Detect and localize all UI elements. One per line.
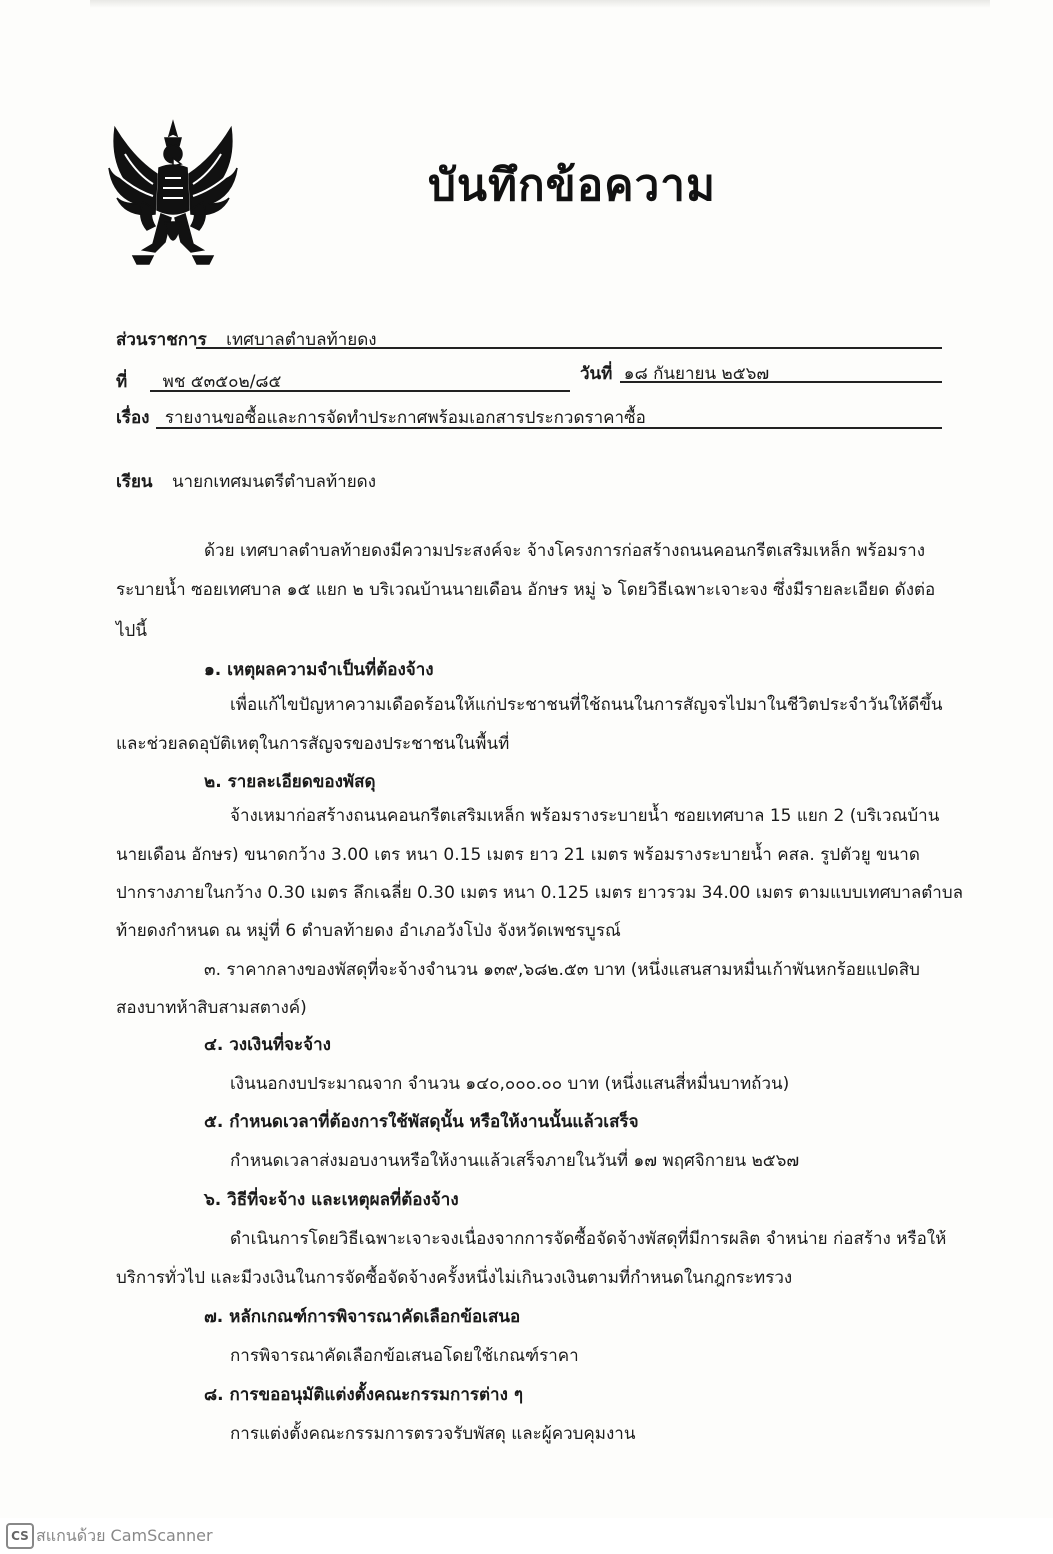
section-6-heading: ๖. วิธีที่จะจ้าง และเหตุผลที่ต้องจ้าง bbox=[204, 1190, 459, 1210]
section-3-line-2: สองบาทห้าสิบสามสตางค์) bbox=[116, 998, 307, 1018]
section-2-line-2: นายเดือน อักษร) ขนาดกว้าง 3.00 เตร หนา 0.15 เมตร ยาว 21 เมตร พร้อมรางระบายน้ำ คสล. รูปตัวยู ขนาด bbox=[116, 845, 920, 865]
section-7-heading: ๗. หลักเกณฑ์การพิจารณาคัดเลือกข้อเสนอ bbox=[204, 1307, 521, 1327]
camscanner-text: สแกนด้วย CamScanner bbox=[36, 1526, 213, 1545]
agency-underline bbox=[196, 347, 942, 349]
section-4-line-1: เงินนอกงบประมาณจาก จำนวน ๑๔๐,๐๐๐.๐๐ บาท (หนึ่งแสนสี่หมื่นบาทถ้วน) bbox=[230, 1074, 790, 1094]
date-underline bbox=[620, 381, 942, 383]
section-1-heading: ๑. เหตุผลความจำเป็นที่ต้องจ้าง bbox=[204, 660, 434, 680]
to-value: นายกเทศมนตรีตำบลท้ายดง bbox=[171, 472, 377, 492]
camscanner-logo-icon: CS bbox=[6, 1523, 34, 1549]
document-title: บันทึกข้อความ bbox=[428, 160, 717, 211]
intro-line-2: ระบายน้ำ ซอยเทศบาล ๑๕ แยก ๒ บริเวณบ้านนายเดือน อักษร หมู่ ๖ โดยวิธีเฉพาะเจาะจง ซึ่งมีรายละเอียด ดังต่อ bbox=[116, 580, 936, 600]
ref-value: พช ๕๓๕๐๒/๘๕ bbox=[162, 372, 282, 392]
section-7-line-1: การพิจารณาคัดเลือกข้อเสนอโดยใช้เกณฑ์ราคา bbox=[230, 1346, 579, 1366]
section-8-line-1: การแต่งตั้งคณะกรรมการตรวจรับพัสดุ และผู้ควบคุมงาน bbox=[230, 1424, 636, 1444]
date-label: วันที่ bbox=[580, 364, 613, 384]
section-8-heading: ๘. การขออนุมัติแต่งตั้งคณะกรรมการต่าง ๆ bbox=[204, 1385, 523, 1405]
agency-label: ส่วนราชการ bbox=[116, 330, 207, 350]
ref-label: ที่ bbox=[116, 372, 128, 392]
section-2-line-1: จ้างเหมาก่อสร้างถนนคอนกรีตเสริมเหล็ก พร้อมรางระบายน้ำ ซอยเทศบาล 15 แยก 2 (บริเวณบ้าน bbox=[230, 806, 940, 826]
date-value: ๑๘ กันยายน ๒๕๖๗ bbox=[623, 364, 770, 384]
subject-value: รายงานขอซื้อและการจัดทำประกาศพร้อมเอกสารประกวดราคาซื้อ bbox=[164, 408, 646, 428]
intro-line-3: ไปนี้ bbox=[116, 621, 147, 641]
section-4-heading: ๔. วงเงินที่จะจ้าง bbox=[204, 1035, 331, 1055]
section-6-line-1: ดำเนินการโดยวิธีเฉพาะเจาะจงเนื่องจากการจัดซื้อจัดจ้างพัสดุที่มีการผลิต จำหน่าย ก่อสร้าง หรือให้ bbox=[230, 1229, 947, 1249]
section-2-line-4: ท้ายดงกำหนด ณ หมู่ที่ 6 ตำบลท้ายดง อำเภอวังโป่ง จังหวัดเพชรบูรณ์ bbox=[116, 921, 621, 941]
scan-edge bbox=[90, 0, 990, 8]
to-row bbox=[116, 468, 376, 495]
section-2-line-3: ปากรางภายในกว้าง 0.30 เมตร ลึกเฉลี่ย 0.30 เมตร หนา 0.125 เมตร ยาวรวม 34.00 เมตร ตามแบบเทศบาลตำบล bbox=[116, 883, 964, 903]
agency-value: เทศบาลตำบลท้ายดง bbox=[226, 330, 377, 350]
section-2-heading: ๒. รายละเอียดของพัสดุ bbox=[204, 772, 376, 792]
to-label: เรียน bbox=[116, 472, 153, 492]
ref-underline bbox=[150, 390, 570, 392]
section-1-line-1: เพื่อแก้ไขปัญหาความเดือดร้อนให้แก่ประชาชนที่ใช้ถนนในการสัญจรไปมาในชีวิตประจำวันให้ดีขึ้น bbox=[230, 695, 943, 715]
subject-label: เรื่อง bbox=[116, 408, 150, 428]
section-5-line-1: กำหนดเวลาส่งมอบงานหรือให้งานแล้วเสร็จภายในวันที่ ๑๗ พฤศจิกายน ๒๕๖๗ bbox=[230, 1151, 800, 1171]
section-3-line-1: ๓. ราคากลางของพัสดุที่จะจ้างจำนวน ๑๓๙,๖๘๒.๕๓ บาท (หนึ่งแสนสามหมื่นเก้าพันหกร้อยแปดสิบ bbox=[204, 960, 920, 980]
section-1-line-2: และช่วยลดอุบัติเหตุในการสัญจรของประชาชนในพื้นที่ bbox=[116, 734, 510, 754]
garuda-emblem-icon bbox=[103, 118, 243, 273]
section-6-line-2: บริการทั่วไป และมีวงเงินในการจัดซื้อจัดจ้างครั้งหนึ่งไม่เกินวงเงินตามที่กำหนดในกฎกระทรวง bbox=[116, 1268, 793, 1288]
intro-line-1: ด้วย เทศบาลตำบลท้ายดงมีความประสงค์จะ จ้างโครงการก่อสร้างถนนคอนกรีตเสริมเหล็ก พร้อมราง bbox=[204, 541, 925, 561]
subject-underline bbox=[156, 427, 942, 429]
section-5-heading: ๕. กำหนดเวลาที่ต้องการใช้พัสดุนั้น หรือให้งานนั้นแล้วเสร็จ bbox=[204, 1112, 639, 1132]
